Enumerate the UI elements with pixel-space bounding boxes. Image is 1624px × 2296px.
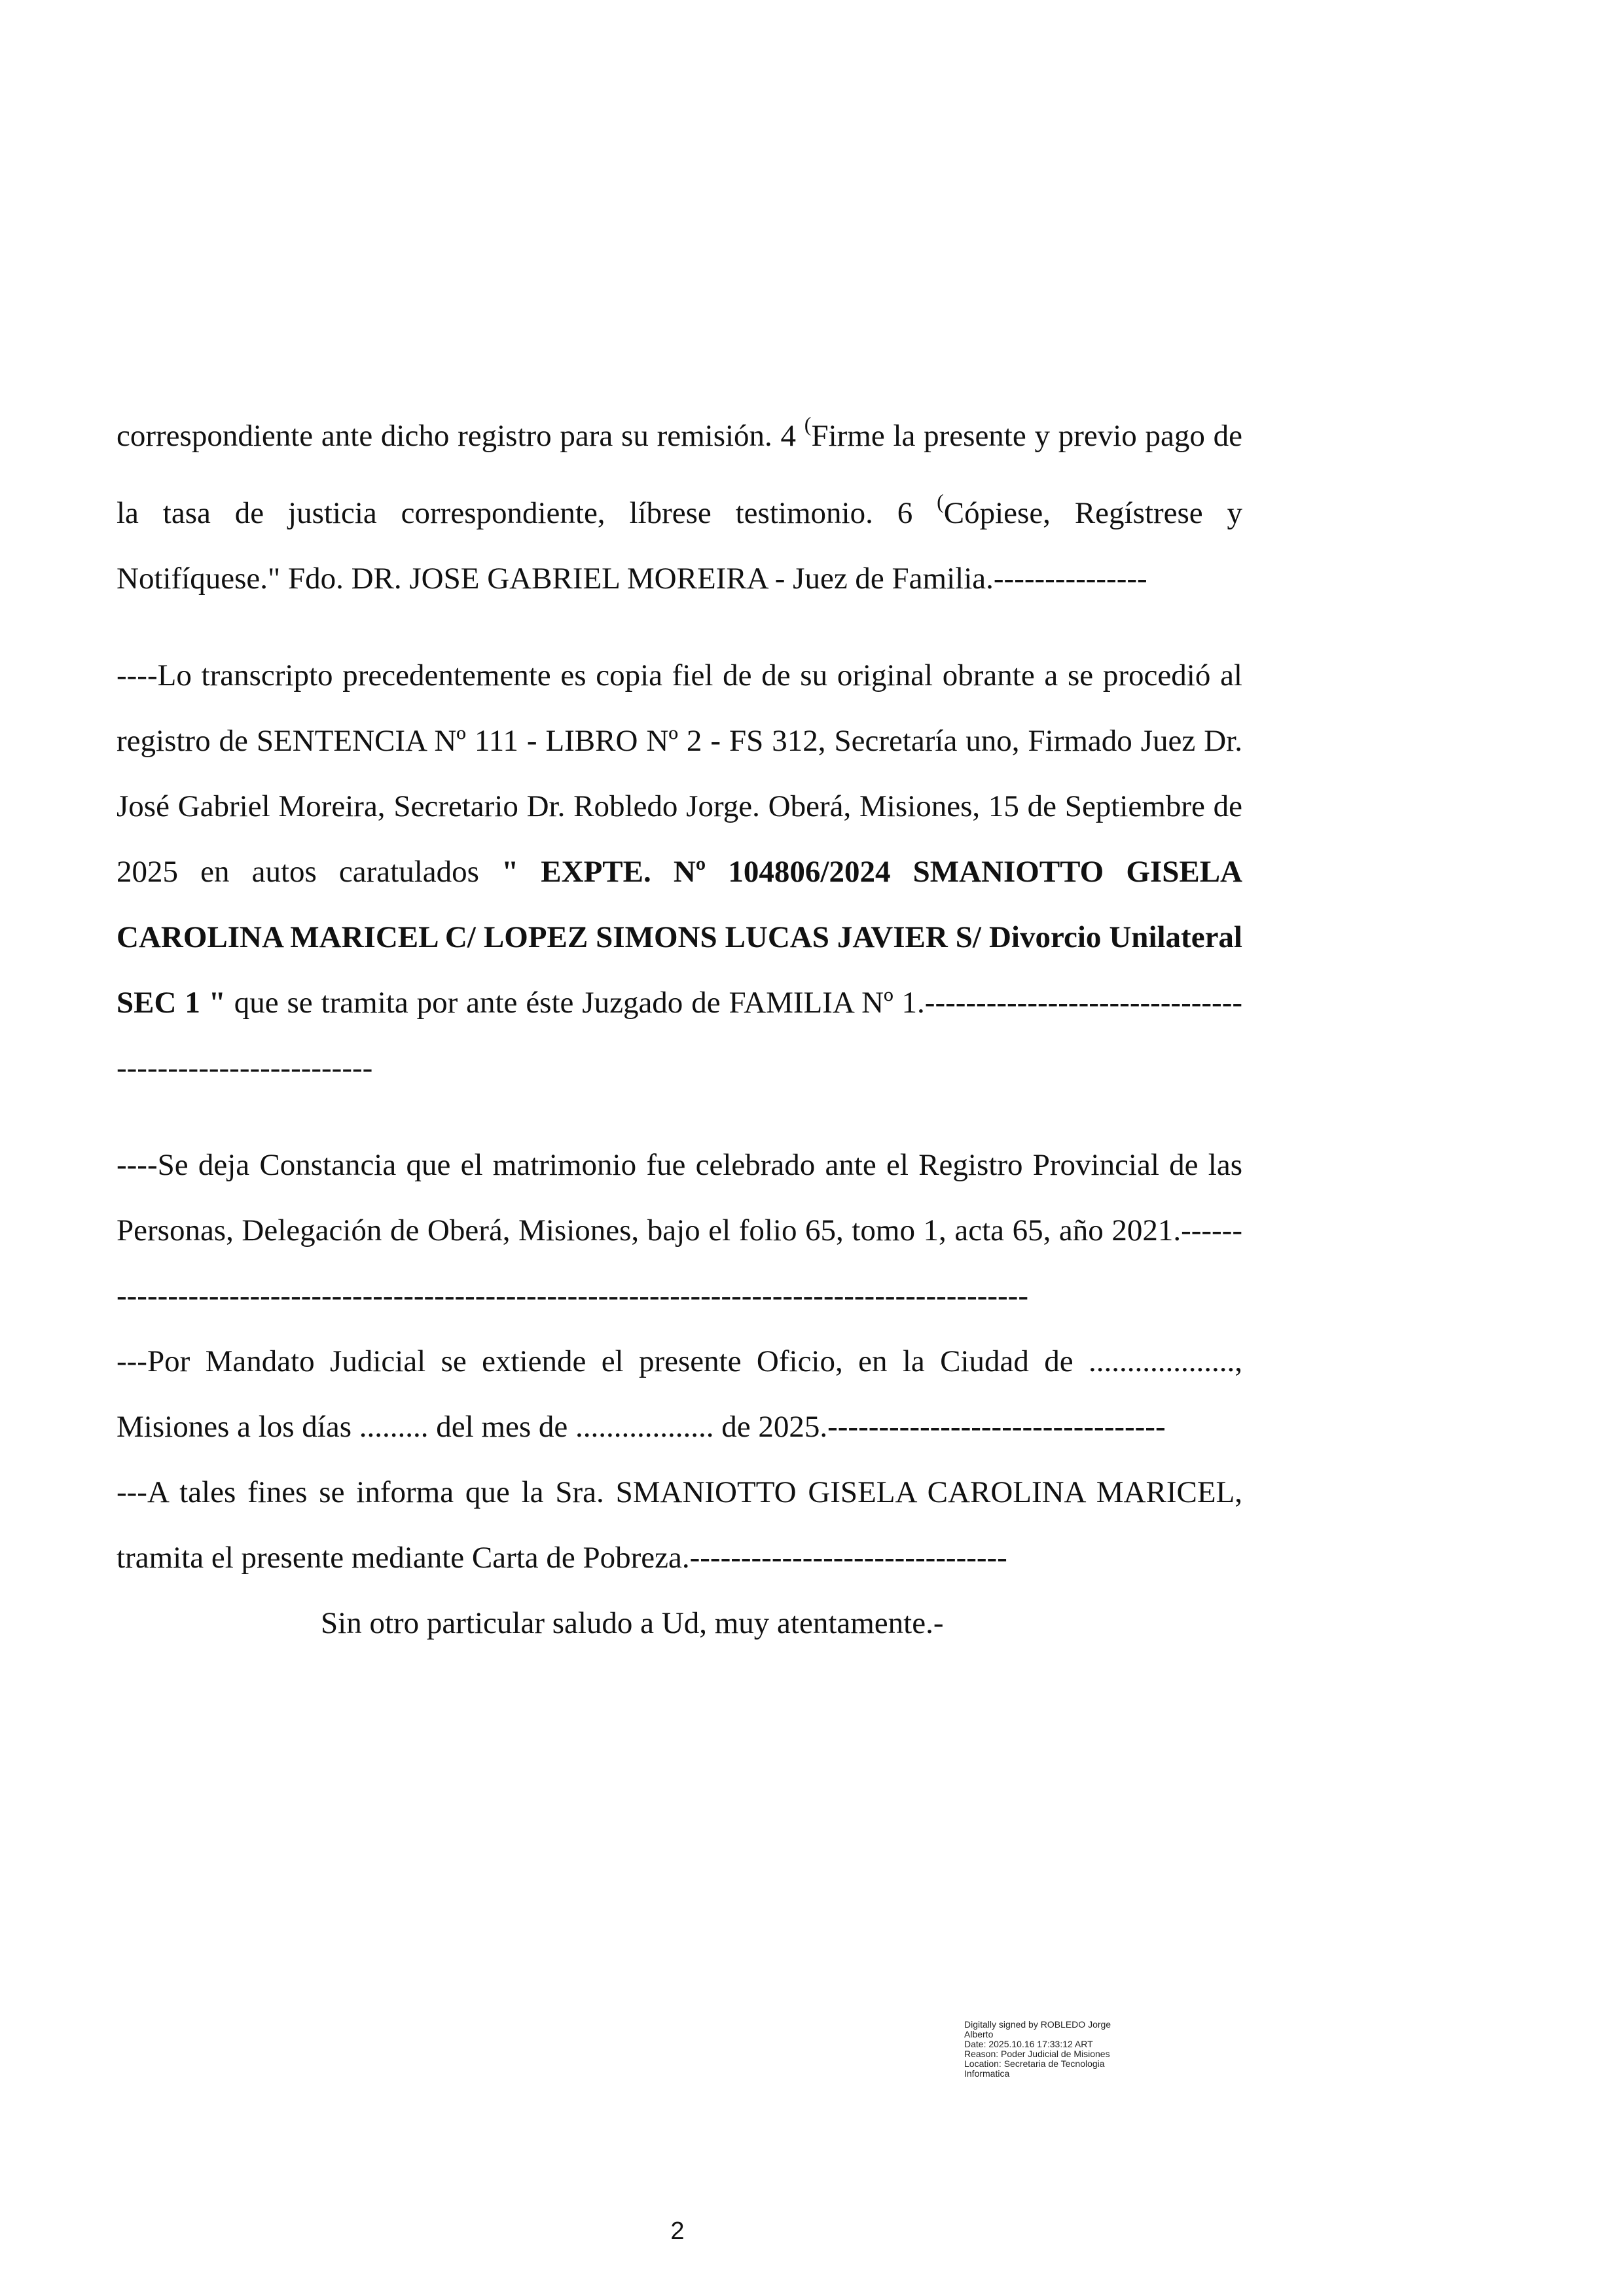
case-caption: " EXPTE. Nº 104806/2024 SMANIOTTO GISELA CAROLINA MARICEL C/ LOPEZ SIMONS LUCAS JAVIER S/ Divorcio Unilateral SEC 1 " [117,855,1242,1020]
paragraph-resolution-end [117,391,1242,611]
paragraph-text: Cópiese, Regístrese y Notifíquese." Fdo. DR. JOSE GABRIEL MOREIRA - Juez de Familia.--------------- [117,496,1242,596]
paragraph-text: que se tramita por ante éste Juzgado de FAMILIA Nº 1.-------------------------------------------------------- [117,986,1242,1085]
paragraph-text: ----Lo transcripto precedentemente es copia fiel de de su original obrante a se procedió al registro de SENTENCIA Nº 111 - LIBRO Nº 2 - FS 312, Secretaría uno, Firmado Juez Dr. José Gabriel Moreira, Secretario Dr. Robledo Jorge. Oberá, Misiones, 15 de Septiembre de 2025 en autos caratulados [117,658,1242,889]
page-number: 2 [670,2217,685,2245]
paragraph-judicial-mandate: ---Por Mandato Judicial se extiende el presente Oficio, en la Ciudad de ..................., Misiones a los días ......... del mes de .................. de 2025.--------------------------------- [117,1344,1242,1444]
superscript-mark: ( [937,490,944,513]
signature-line: Date: 2025.10.16 17:33:12 ART [964,2039,1093,2049]
paragraph-marriage-record: ----Se deja Constancia que el matrimonio fue celebrado ante el Registro Provincial de las Personas, Delegación de Oberá, Misiones, bajo el folio 65, tomo 1, acta 65, año 2021.----------------------------------------------------------------------------------------------- [117,1148,1242,1313]
superscript-mark: ( [804,412,812,436]
signature-line: Location: Secretaria de Tecnologia [964,2058,1105,2069]
signature-line: Reason: Poder Judicial de Misiones [964,2049,1110,2059]
signature-line: Alberto [964,2029,994,2039]
closing-salutation: Sin otro particular saludo a Ud, muy atentamente.- [321,1606,944,1640]
paragraph-poverty-certificate: ---A tales fines se informa que la Sra. SMANIOTTO GISELA CAROLINA MARICEL, tramita el presente mediante Carta de Pobreza.------------------------------- [117,1475,1242,1575]
signature-line: Digitally signed by ROBLEDO Jorge [964,2019,1111,2030]
digital-signature-stamp [964,2020,1161,2079]
paragraph-transcription [117,643,1242,1101]
document-body [117,391,1242,1656]
signature-line: Informatica [964,2068,1010,2079]
paragraph-text: Firme la presente y previo pago de la tasa de justicia correspondiente, líbrese testimonio. 6 [117,419,1243,530]
paragraph-text: correspondiente ante dicho registro para su remisión. 4 [117,419,804,453]
